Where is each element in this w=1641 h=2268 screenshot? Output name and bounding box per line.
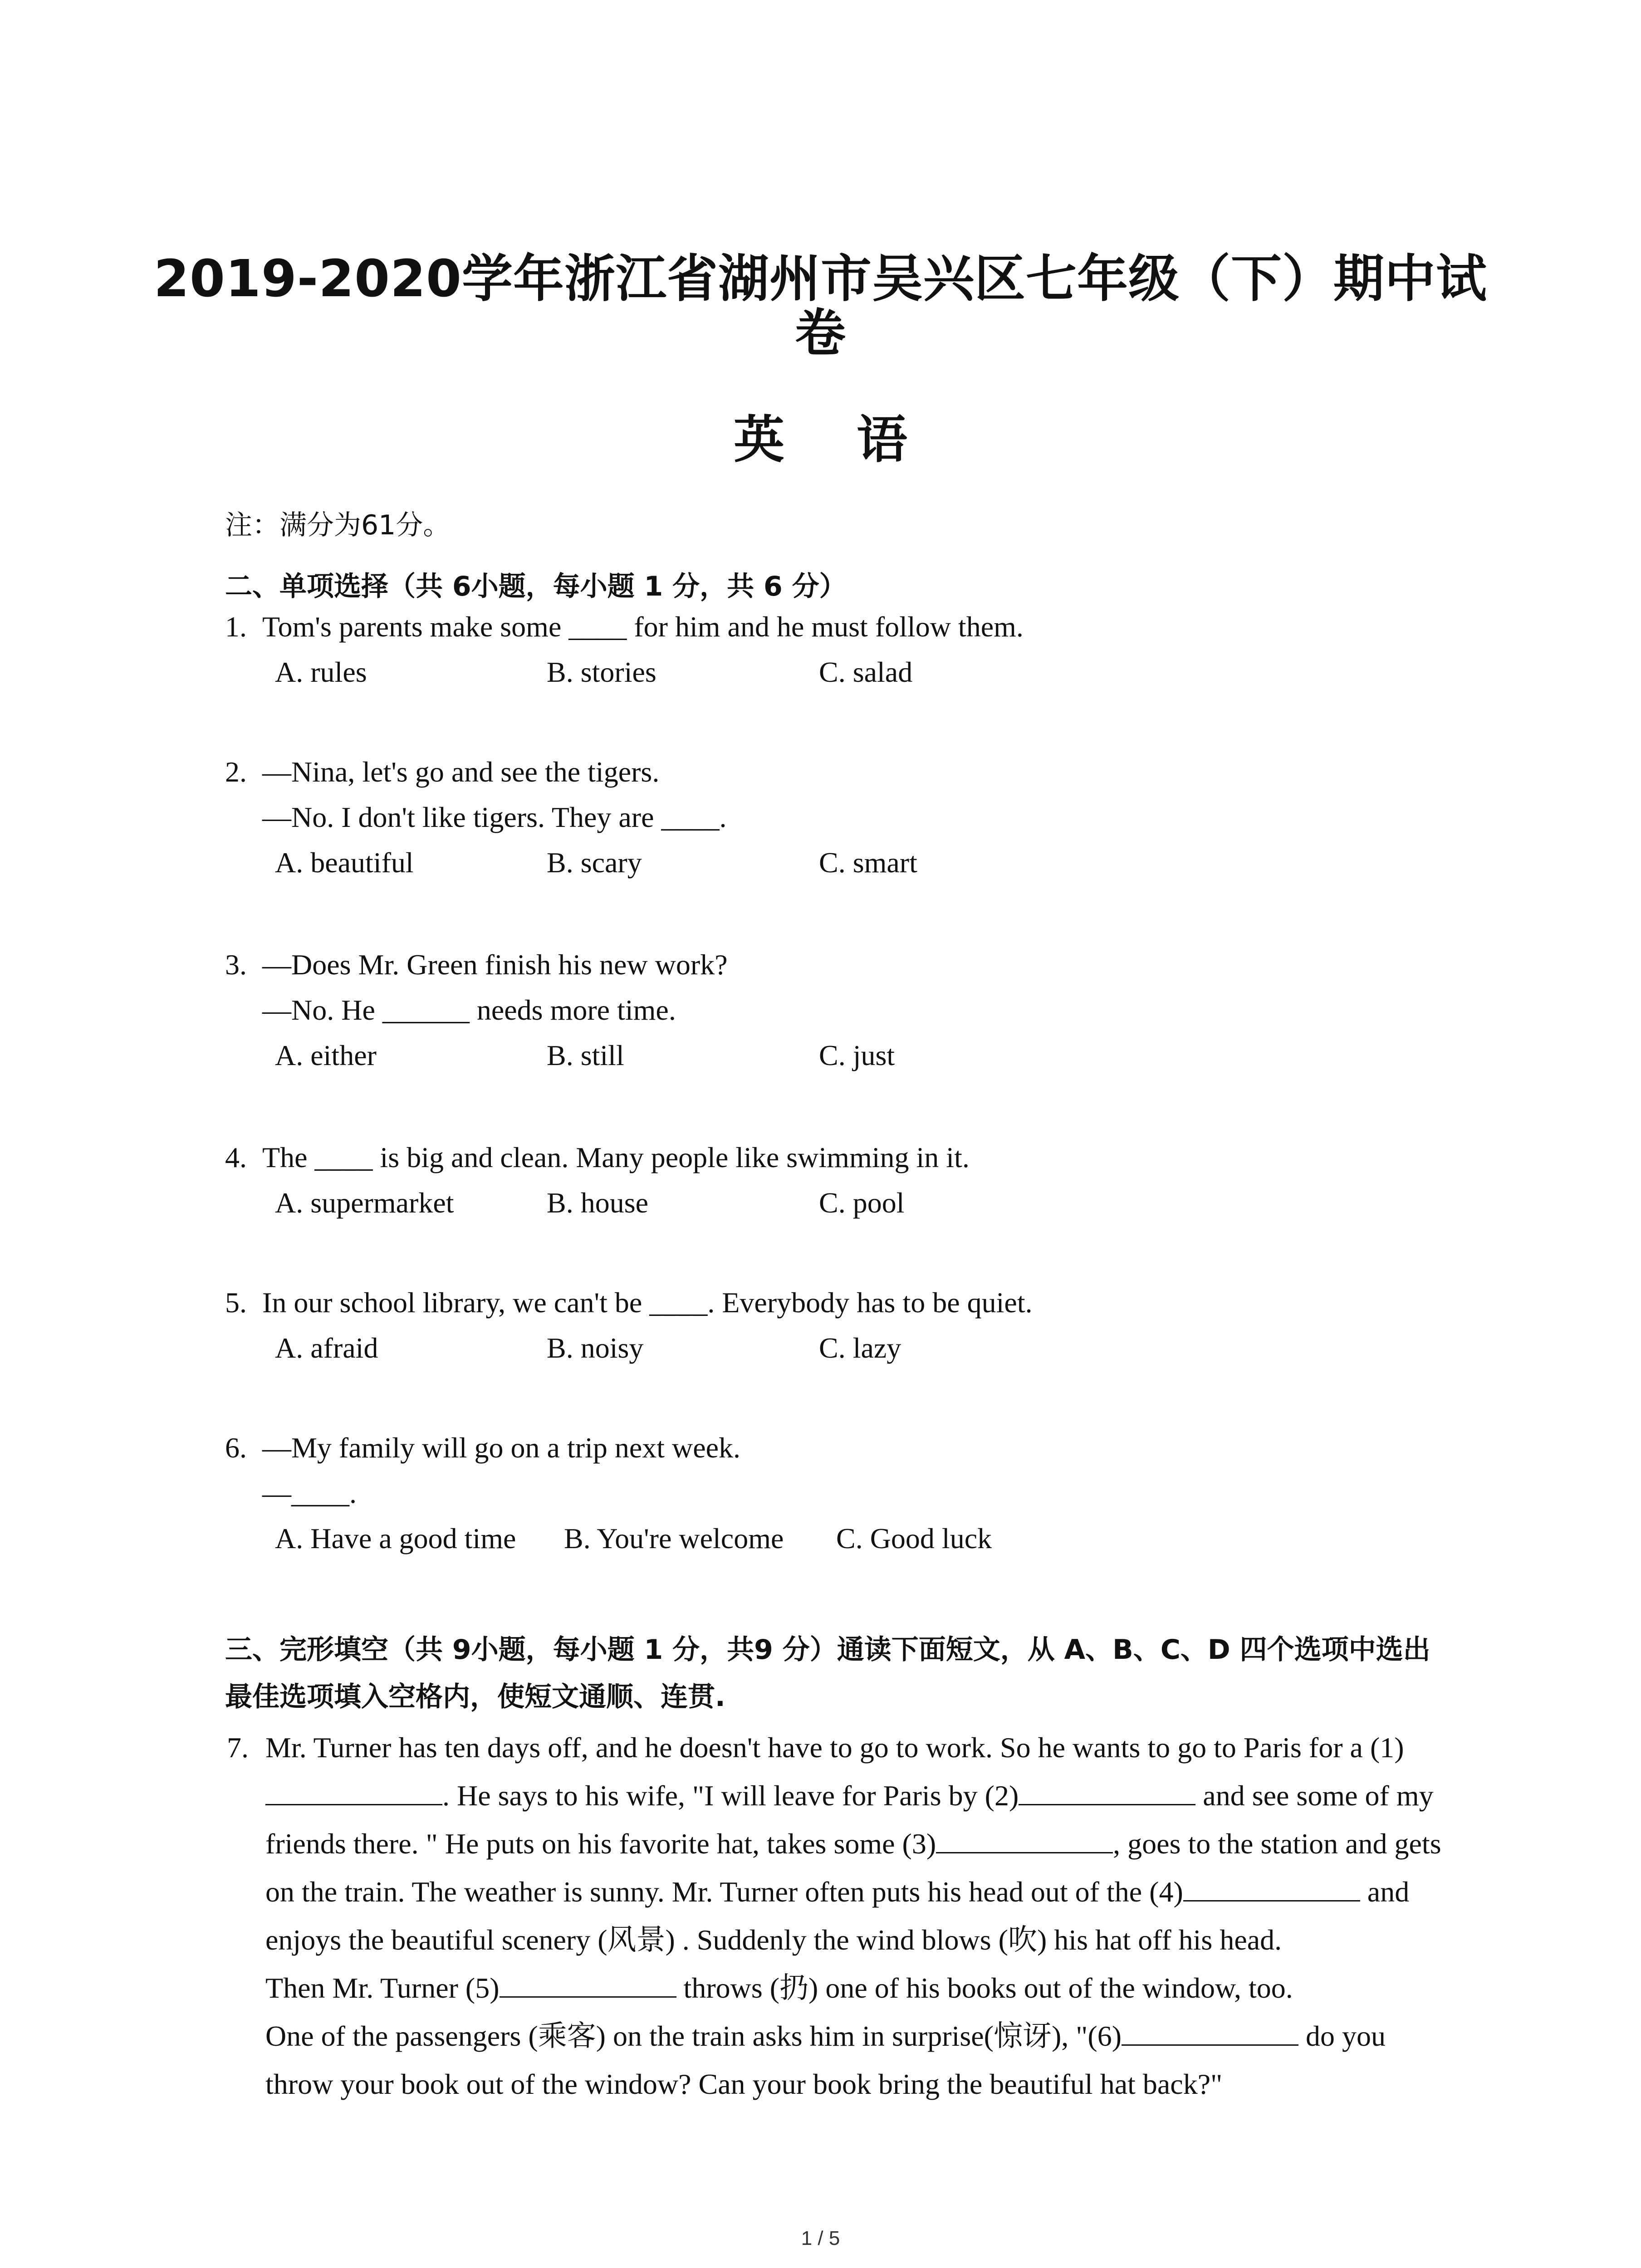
option-a: A. beautiful — [275, 846, 414, 879]
question-number: 1. — [225, 611, 247, 643]
option-b: B. scary — [547, 846, 642, 879]
page-title: 2019-2020学年浙江省湖州市吴兴区七年级（下）期中试卷 — [154, 249, 1487, 363]
question-stem: Tom's parents make some ____ for him and he must follow them. — [262, 611, 1024, 643]
option-a: A. afraid — [275, 1332, 378, 1364]
passage-paragraph: Mr. Turner has ten days off, and he doesn't have to go to work. So he wants to go to Paris for a (1). He says to his wife, "I will leave for Paris by (2) and see some of my friends there. " He puts on his favorite hat, takes some (3) , goes to the station and gets on the train. The weather is sunny. Mr. Turner often puts his head out of the (4) and enjoys the beautiful scenery (风景) . Suddenly the wind blows (吹) his hat off his head. — [265, 1731, 1441, 1956]
option-c: C. Good luck — [836, 1522, 992, 1554]
option-c: C. smart — [819, 846, 917, 879]
question-stem: —No. I don't like tigers. They are ____. — [262, 801, 727, 833]
answer-blank[interactable] — [1183, 1876, 1360, 1901]
passage-paragraph: One of the passengers (乘客) on the train asks him in surprise(惊讶), "(6) do you throw your book out of the window? Can your book bring the beautiful hat back?" — [265, 2020, 1386, 2100]
option-b: B. You're welcome — [564, 1522, 784, 1554]
option-c: C. pool — [819, 1187, 905, 1219]
question-number: 7. — [227, 1731, 249, 1764]
question-stem: The ____ is big and clean. Many people like swimming in it. — [262, 1141, 970, 1173]
option-a: A. supermarket — [275, 1187, 454, 1219]
page-number: 1 / 5 — [801, 2227, 840, 2249]
answer-blank[interactable] — [1122, 2020, 1298, 2046]
option-a: A. rules — [275, 656, 367, 688]
option-c: C. just — [819, 1039, 895, 1071]
option-b: B. house — [547, 1187, 648, 1219]
answer-blank[interactable] — [936, 1828, 1113, 1853]
question-stem: In our school library, we can't be ____. Everybody has to be quiet. — [262, 1286, 1033, 1319]
question-stem: —My family will go on a trip next week. — [262, 1432, 741, 1464]
passage-paragraph: Then Mr. Turner (5) throws (扔) one of his books out of the window, too. — [265, 1972, 1293, 2004]
option-c: C. salad — [819, 656, 913, 688]
question-number: 3. — [225, 948, 247, 981]
section-heading-choice: 二、单项选择（共 6小题，每小题 1 分，共 6 分） — [225, 571, 847, 602]
score-note: 注：满分为61分。 — [225, 509, 451, 541]
subject-title: 英 语 — [734, 411, 935, 469]
question-stem: —____. — [262, 1477, 357, 1509]
option-b: B. stories — [547, 656, 656, 688]
question-stem: —No. He ______ needs more time. — [262, 994, 676, 1026]
question-number: 6. — [225, 1432, 247, 1464]
answer-blank[interactable] — [500, 1972, 676, 1998]
answer-blank[interactable] — [1019, 1779, 1195, 1805]
question-number: 5. — [225, 1286, 247, 1319]
question-stem: —Does Mr. Green finish his new work? — [262, 948, 728, 981]
answer-blank[interactable] — [265, 1779, 442, 1805]
cloze-passage — [265, 1724, 1447, 2108]
option-b: B. noisy — [547, 1332, 644, 1364]
question-number: 2. — [225, 756, 247, 788]
section-heading-cloze: 三、完形填空（共 9小题，每小题 1 分，共9 分）通读下面短文，从 A、B、C、D 四个选项中选出最佳选项填入空格内，使短文通顺、连贯. — [225, 1634, 1430, 1713]
question-number: 4. — [225, 1141, 247, 1173]
option-a: A. Have a good time — [275, 1522, 516, 1554]
option-b: B. still — [547, 1039, 624, 1071]
option-c: C. lazy — [819, 1332, 901, 1364]
question-stem: —Nina, let's go and see the tigers. — [262, 756, 660, 788]
option-a: A. either — [275, 1039, 377, 1071]
